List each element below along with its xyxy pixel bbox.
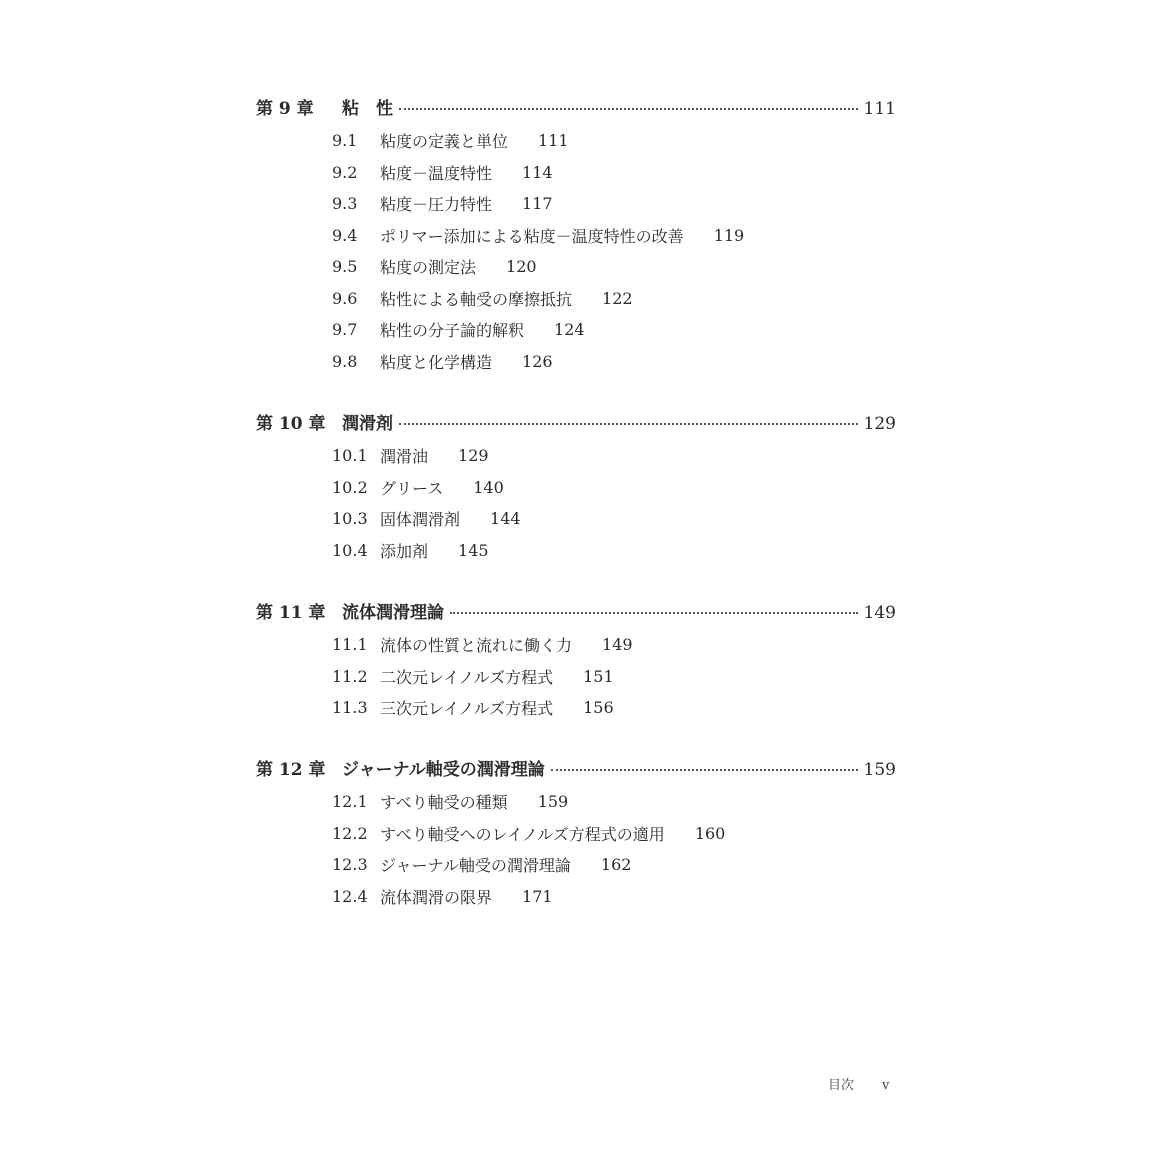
chapter-11: [256, 598, 896, 724]
section-entry[interactable]: [256, 818, 896, 850]
section-title: 粘度の定義と単位: [380, 132, 509, 152]
dot-leader: [399, 423, 858, 425]
section-number: 11.1: [332, 635, 368, 655]
section-entry[interactable]: [256, 188, 896, 220]
section-number: 11.2: [332, 666, 368, 686]
page-number: v: [882, 1078, 890, 1093]
section-entry[interactable]: [256, 881, 896, 913]
section-entry[interactable]: [256, 220, 896, 252]
section-number: 10.3: [332, 509, 368, 529]
section-title: すべり軸受の種類: [380, 793, 508, 813]
section-number: 9.4: [332, 225, 358, 245]
section-entry[interactable]: [256, 283, 896, 315]
section-page: 151: [583, 666, 614, 686]
section-title: 粘性の分子論的解釈: [380, 321, 525, 341]
chapter-page: 129: [863, 414, 896, 434]
section-title: グリース: [380, 478, 444, 498]
dot-leader: [399, 108, 858, 110]
section-entry[interactable]: [256, 346, 896, 378]
section-entry[interactable]: [256, 314, 896, 346]
section-number: 12.2: [332, 823, 368, 843]
section-page: 162: [600, 855, 632, 875]
section-page: 144: [490, 509, 521, 529]
section-number: 12.4: [332, 886, 368, 906]
section-entry[interactable]: [256, 472, 896, 504]
chapter-number: 第 9 章: [256, 99, 314, 119]
section-list: [256, 440, 896, 566]
section-list: [256, 786, 896, 912]
section-entry[interactable]: [256, 849, 896, 881]
section-page: 114: [522, 162, 553, 182]
section-page: 122: [602, 288, 633, 308]
chapter-heading[interactable]: [256, 755, 896, 781]
section-page: 160: [694, 823, 726, 843]
section-entry[interactable]: [256, 786, 896, 818]
section-title: 潤滑油: [380, 447, 429, 467]
running-header-label: 目次: [828, 1078, 855, 1093]
section-entry[interactable]: [256, 440, 896, 472]
section-number: 9.5: [332, 257, 358, 277]
section-title: すべり軸受へのレイノルズ方程式の適用: [380, 824, 665, 844]
section-title: 三次元レイノルズ方程式: [380, 699, 554, 719]
section-page: 119: [713, 225, 745, 245]
chapter-page: 159: [863, 760, 896, 780]
chapter-heading[interactable]: [256, 409, 896, 435]
section-number: 11.3: [332, 698, 368, 718]
chapter-9: [256, 94, 896, 377]
section-number: 12.1: [332, 792, 368, 812]
section-title: 添加剤: [380, 541, 429, 561]
section-entry[interactable]: [256, 125, 896, 157]
section-title: 流体の性質と流れに働く力: [380, 636, 573, 656]
section-page: 117: [522, 194, 553, 214]
chapter-title: 粘 性: [342, 99, 393, 119]
section-page: 156: [583, 698, 614, 718]
chapter-title: 潤滑剤: [342, 414, 393, 434]
section-entry[interactable]: [256, 157, 896, 189]
chapter-number: 第 10 章: [256, 414, 326, 434]
chapter-title: ジャーナル軸受の潤滑理論: [342, 760, 545, 780]
section-page: 159: [537, 792, 569, 812]
chapter-heading[interactable]: [256, 598, 896, 624]
section-title: 二次元レイノルズ方程式: [380, 667, 554, 687]
section-number: 9.7: [332, 320, 358, 340]
section-title: 粘度－圧力特性: [380, 195, 493, 215]
section-title: 固体潤滑剤: [380, 510, 461, 530]
section-page: 111: [538, 131, 569, 151]
section-entry[interactable]: [256, 629, 896, 661]
section-page: 126: [522, 351, 553, 371]
section-page: 149: [602, 635, 633, 655]
section-number: 12.3: [332, 855, 368, 875]
chapter-page: 111: [863, 99, 896, 119]
section-page: 124: [554, 320, 585, 340]
section-number: 9.3: [332, 194, 358, 214]
chapter-title: 流体潤滑理論: [342, 603, 444, 623]
section-list: [256, 125, 896, 377]
section-list: [256, 629, 896, 724]
section-title: ジャーナル軸受の潤滑理論: [380, 856, 571, 876]
section-number: 10.1: [332, 446, 368, 466]
section-page: 120: [506, 257, 537, 277]
section-entry[interactable]: [256, 535, 896, 567]
section-entry[interactable]: [256, 503, 896, 535]
chapter-heading[interactable]: [256, 94, 896, 120]
dot-leader: [450, 612, 858, 614]
section-page: 129: [458, 446, 489, 466]
section-page: 140: [473, 477, 504, 497]
chapter-10: [256, 409, 896, 566]
chapter-number: 第 12 章: [256, 760, 326, 780]
section-entry[interactable]: [256, 661, 896, 693]
chapter-12: [256, 755, 896, 912]
section-title: 粘性による軸受の摩擦抵抗: [380, 289, 573, 309]
section-number: 9.6: [332, 288, 358, 308]
section-page: 171: [522, 886, 553, 906]
section-title: 流体潤滑の限界: [380, 887, 493, 907]
section-title: ポリマー添加による粘度－温度特性の改善: [380, 226, 684, 246]
section-title: 粘度－温度特性: [380, 163, 493, 183]
chapter-number: 第 11 章: [256, 603, 326, 623]
section-title: 粘度と化学構造: [380, 352, 493, 372]
section-number: 10.4: [332, 540, 368, 560]
chapter-page: 149: [863, 603, 896, 623]
section-number: 10.2: [332, 477, 368, 497]
dot-leader: [551, 769, 858, 771]
section-number: 9.1: [332, 131, 358, 151]
section-page: 145: [458, 540, 489, 560]
section-number: 9.8: [332, 351, 358, 371]
section-entry[interactable]: [256, 251, 896, 283]
section-entry[interactable]: [256, 692, 896, 724]
section-title: 粘度の測定法: [380, 258, 477, 278]
page-footer: [828, 1074, 889, 1093]
section-number: 9.2: [332, 162, 358, 182]
